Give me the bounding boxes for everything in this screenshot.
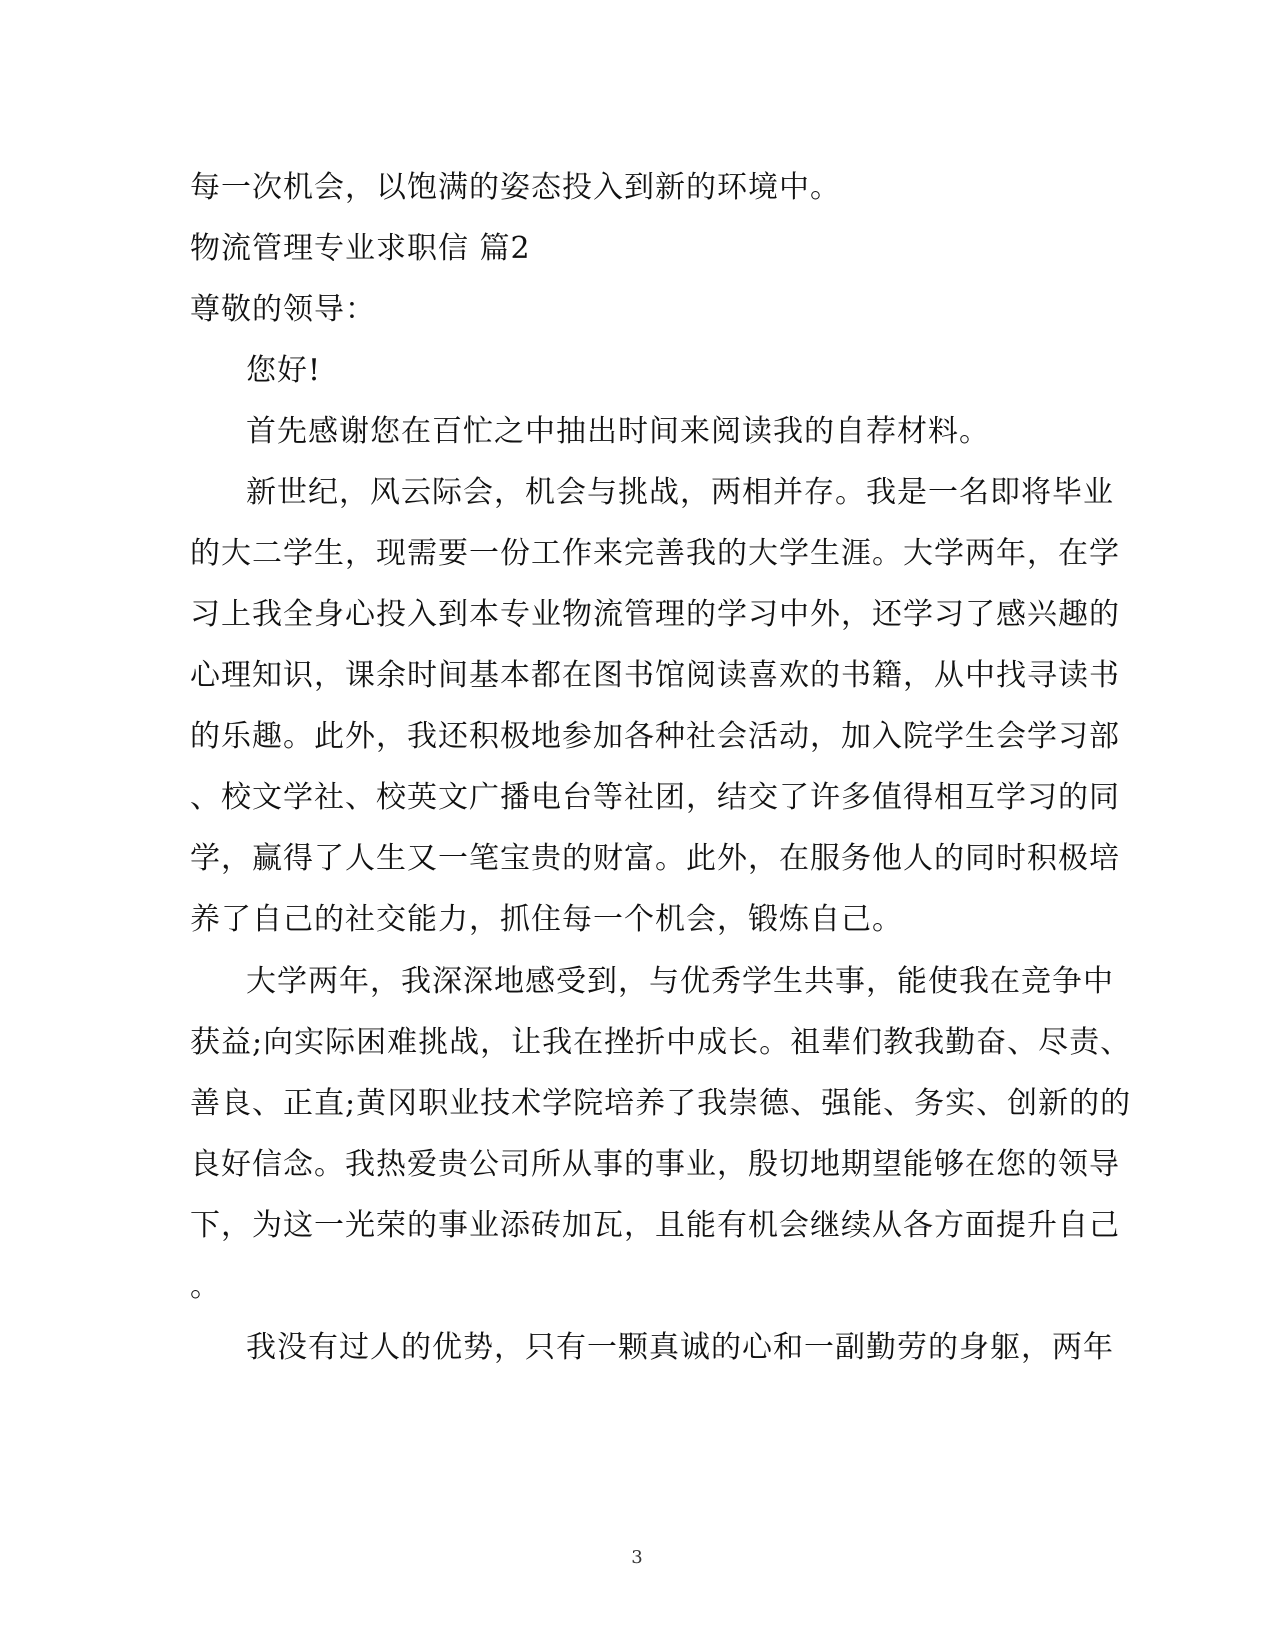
paragraph-line: 、校文学社、校英文广播电台等社团，结交了许多值得相互学习的同 <box>190 780 1120 815</box>
paragraph-line: 的大二学生，现需要一份工作来完善我的大学生涯。大学两年，在学 <box>190 536 1120 571</box>
paragraph-line: 。 <box>190 1269 221 1304</box>
paragraph-line: 的乐趣。此外，我还积极地参加各种社会活动，加入院学生会学习部 <box>190 719 1120 754</box>
paragraph-line: 养了自己的社交能力，抓住每一个机会，锻炼自己。 <box>190 902 903 937</box>
salutation: 尊敬的领导： <box>190 292 376 327</box>
paragraph-line: 心理知识，课余时间基本都在图书馆阅读喜欢的书籍，从中找寻读书 <box>190 658 1120 693</box>
paragraph-line: 良好信念。我热爱贵公司所从事的事业，殷切地期望能够在您的领导 <box>190 1147 1120 1182</box>
paragraph-line: 下，为这一光荣的事业添砖加瓦，且能有机会继续从各方面提升自己 <box>190 1208 1120 1243</box>
paragraph-line: 每一次机会，以饱满的姿态投入到新的环境中。 <box>190 170 841 205</box>
paragraph-line: 习上我全身心投入到本专业物流管理的学习中外，还学习了感兴趣的 <box>190 597 1120 632</box>
paragraph-line: 学，赢得了人生又一笔宝贵的财富。此外，在服务他人的同时积极培 <box>190 841 1120 876</box>
paragraph-line: 大学两年，我深深地感受到，与优秀学生共事，能使我在竞争中 <box>246 964 1114 999</box>
section-heading: 物流管理专业求职信 篇2 <box>190 231 531 266</box>
paragraph-line: 新世纪，风云际会，机会与挑战，两相并存。我是一名即将毕业 <box>246 475 1114 510</box>
paragraph-line: 获益;向实际困难挑战，让我在挫折中成长。祖辈们教我勤奋、尽责、 <box>190 1025 1132 1060</box>
greeting: 您好! <box>246 353 322 388</box>
page-number: 3 <box>631 1547 643 1568</box>
paragraph-line: 我没有过人的优势，只有一颗真诚的心和一副勤劳的身躯，两年 <box>246 1330 1114 1365</box>
paragraph-line: 善良、正直;黄冈职业技术学院培养了我崇德、强能、务实、创新的的 <box>190 1086 1132 1121</box>
paragraph-line: 首先感谢您在百忙之中抽出时间来阅读我的自荐材料。 <box>246 414 990 449</box>
